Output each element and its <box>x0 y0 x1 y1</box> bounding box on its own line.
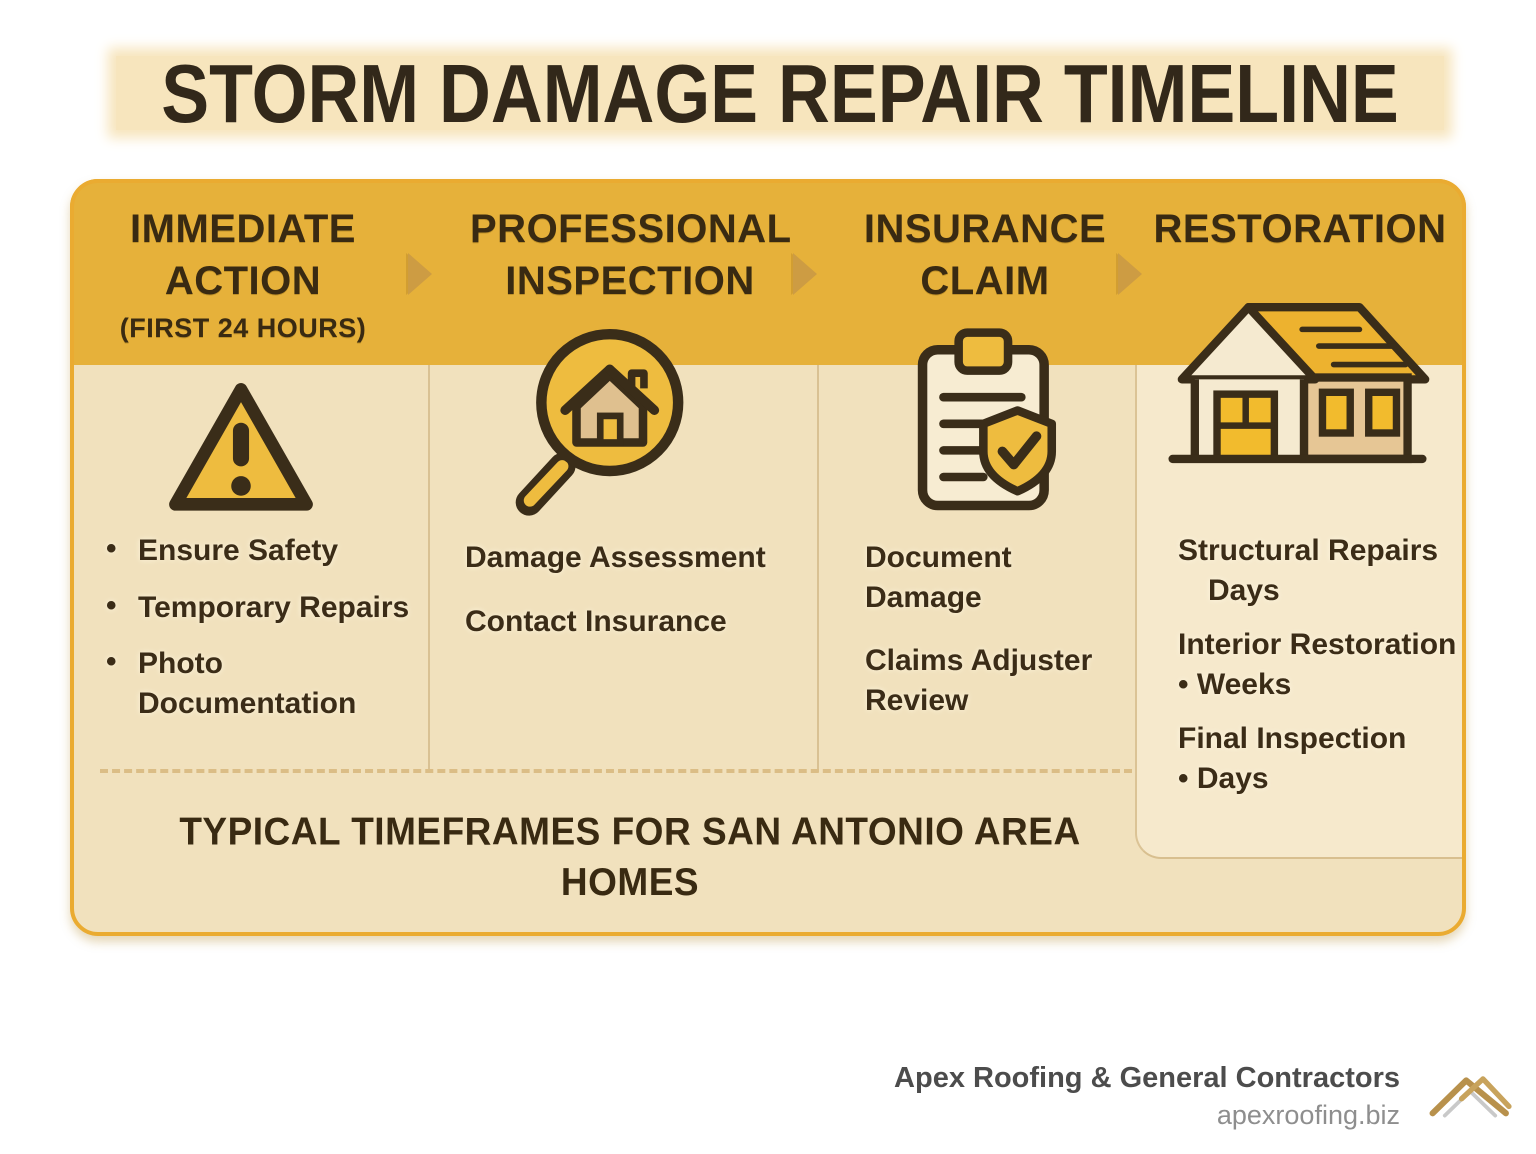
list-item <box>1178 625 1466 704</box>
list-item: Contact Insurance <box>465 604 727 638</box>
step-header-restoration <box>1140 203 1460 255</box>
arrow-right-icon <box>1118 253 1142 295</box>
column-divider <box>428 365 430 772</box>
column-divider <box>817 365 819 772</box>
step-subtitle: (FIRST 24 HOURS) <box>119 313 367 343</box>
arrow-right-icon <box>408 253 432 295</box>
step-header-insurance-claim <box>855 203 1115 307</box>
magnifying-glass-house-icon <box>510 312 700 535</box>
step-title: PROFESSIONAL INSPECTION <box>470 207 792 303</box>
task-duration: • Days <box>1178 761 1269 795</box>
step-header-professional-inspection <box>470 203 790 307</box>
immediate-action-list <box>102 531 412 740</box>
list-item: Claims Adjuster Review <box>865 644 1093 717</box>
list-item <box>1178 531 1466 610</box>
clipboard-shield-check-icon <box>905 325 1075 515</box>
arrow-right-icon <box>793 253 817 295</box>
list-item: Document Damage <box>865 541 1012 614</box>
insurance-claim-list <box>865 538 1120 744</box>
list-item <box>1178 719 1466 798</box>
step-header-immediate-action <box>93 203 393 346</box>
list-item: • Ensure Safety <box>102 531 412 571</box>
timeline-panel <box>70 179 1466 936</box>
dashed-separator <box>100 769 1132 773</box>
title-highlight-strip <box>116 46 1444 140</box>
step-title: INSURANCE CLAIM <box>863 207 1107 303</box>
step-title: RESTORATION <box>1153 207 1447 251</box>
timeframes-note: TYPICAL TIMEFRAMES FOR SAN ANTONIO AREA HOMES <box>179 809 1081 904</box>
footer-website: apexroofing.biz <box>1216 1100 1400 1130</box>
restoration-list <box>1178 531 1466 814</box>
task-label: Interior Restoration <box>1178 628 1457 662</box>
list-item: Damage Assessment <box>465 541 766 574</box>
restored-house-icon <box>1160 285 1435 470</box>
page-title: STORM DAMAGE REPAIR TIMELINE <box>161 46 1399 140</box>
task-duration: Days <box>1208 573 1280 607</box>
footer-company-name: Apex Roofing & General Contractors <box>894 1062 1400 1094</box>
task-duration: • Weeks <box>1178 667 1292 701</box>
roof-peaks-logo-icon <box>1428 1070 1512 1126</box>
task-label: Structural Repairs <box>1178 534 1439 567</box>
list-item: • Temporary Repairs <box>102 588 412 628</box>
task-label: Final Inspection <box>1178 722 1407 756</box>
professional-inspection-list <box>465 538 805 665</box>
step-title: IMMEDIATE ACTION <box>130 207 356 303</box>
warning-triangle-icon <box>166 379 316 517</box>
list-item: • Photo Documentation <box>102 644 412 723</box>
